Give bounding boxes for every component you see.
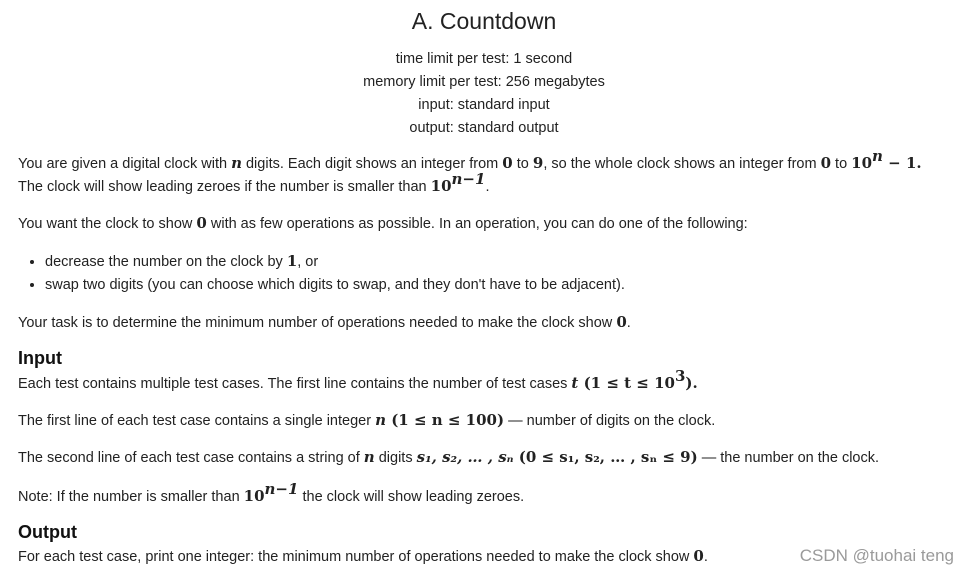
- problem-limits: [0, 48, 968, 140]
- watermark: CSDN @tuohai teng: [799, 546, 954, 565]
- input-line-2: The first line of each test case contains a single integer n (1 ≤ n ≤ 100) — number of digits on the clock.: [18, 411, 716, 429]
- statement-paragraph-1b: The clock will show leading zeroes if the number is smaller than $10^{n-1}$.: [18, 170, 490, 195]
- input-line-1: Each test contains multiple test cases. The first line contains the number of test cases t $(1 \le t \le 10^3)$.: [18, 367, 698, 392]
- operation-item: • swap two digits (you can choose which digits to swap, and they don't have to be adjacent).: [45, 274, 625, 297]
- memory-limit: memory limit per test: 256 megabytes: [363, 74, 605, 90]
- input-note: Note: If the number is smaller than $10^{n-1}$ the clock will show leading zeroes.: [18, 480, 525, 505]
- operation-item: • decrease the number on the clock by 1, or: [45, 250, 625, 274]
- output-heading: Output: [18, 522, 77, 542]
- input-line-3: The second line of each test case contains a string of n digits s₁, s₂, … , sₙ (0 ≤ s₁, s₂, … , sₙ ≤ 9) — the number on the clock.: [18, 448, 880, 466]
- output-line-1: For each test case, print one integer: the minimum number of operations needed to make the clock show 0.: [18, 547, 708, 565]
- operations-list: [18, 250, 625, 297]
- output-spec: output: standard output: [409, 120, 559, 136]
- statement-paragraph-2: You want the clock to show 0 with as few operations as possible. In an operation, you can do one of the following:: [18, 214, 748, 232]
- input-heading: Input: [18, 348, 62, 368]
- statement-paragraph-3: Your task is to determine the minimum number of operations needed to make the clock show 0.: [18, 313, 631, 331]
- input-spec: input: standard input: [418, 97, 550, 113]
- problem-title: A. Countdown: [411, 8, 557, 34]
- time-limit: time limit per test: 1 second: [395, 51, 573, 67]
- statement-paragraph-1: You are given a digital clock with n digits. Each digit shows an integer from 0 to 9, so the whole clock shows an integer from 0 to $10^n - 1$.: [18, 147, 922, 172]
